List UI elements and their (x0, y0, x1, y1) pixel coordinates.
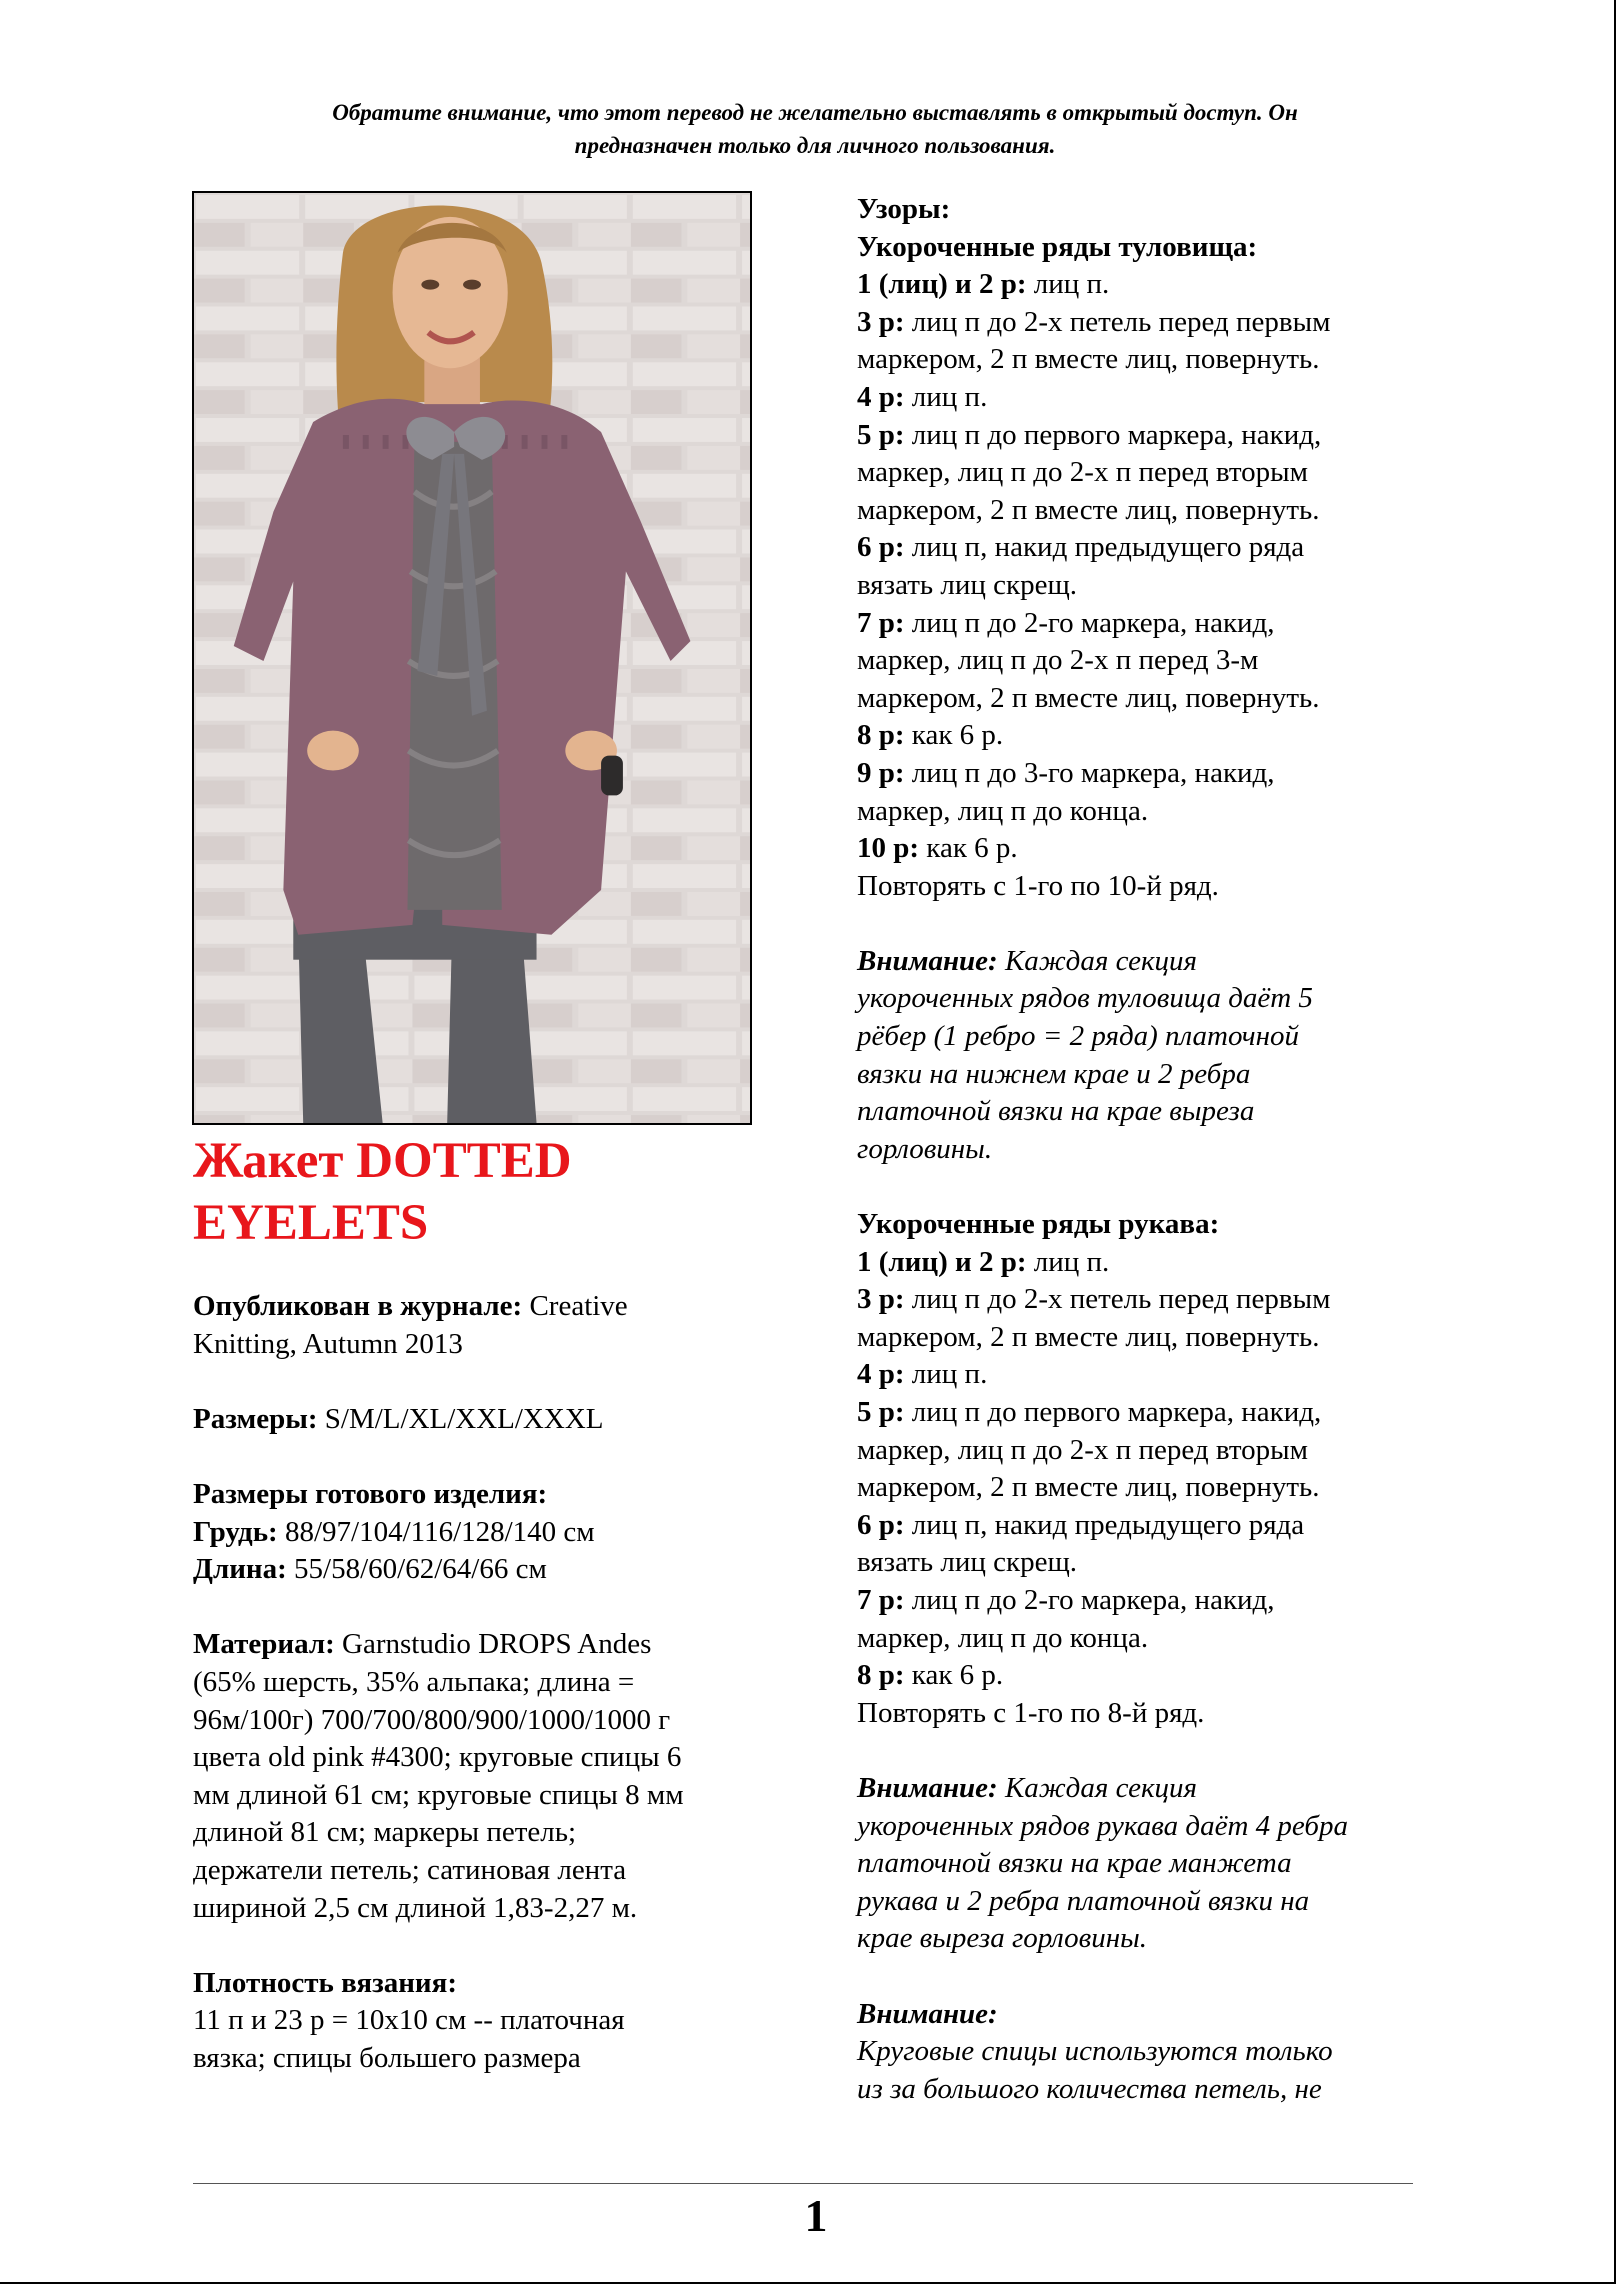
body-row-text: лиц п. (904, 380, 988, 413)
body-row-label: 10 р: (857, 832, 920, 865)
body-row (857, 529, 1457, 604)
chest-value: 88/97/104/116/128/140 см (277, 1515, 595, 1548)
sleeve-row-label: 3 р: (857, 1283, 905, 1316)
needles-note-text: Круговые спицы используются только из за большого количества петель, не (857, 2035, 1333, 2105)
body-row (857, 755, 1457, 830)
needles-note-label: Внимание: (857, 1997, 998, 2030)
sleeve-row-text: лиц п. (904, 1358, 988, 1391)
sleeve-row (857, 1244, 1457, 1282)
body-row-label: 3 р: (857, 305, 905, 338)
gauge-heading: Плотность вязания: (193, 1966, 457, 1999)
body-row-label: 7 р: (857, 606, 905, 639)
footer-rule (193, 2183, 1413, 2184)
length-label: Длина: (193, 1553, 287, 1586)
body-row-label: 4 р: (857, 380, 905, 413)
body-note (857, 943, 1457, 1169)
length-measure (193, 1551, 773, 1589)
sleeve-note (857, 1770, 1457, 1958)
page-number: 1 (804, 2190, 828, 2241)
sleeve-row-label: 8 р: (857, 1659, 905, 1692)
body-note-label: Внимание: (857, 944, 998, 977)
body-row (857, 605, 1457, 718)
sleeve-row-label: 1 (лиц) и 2 р: (857, 1245, 1027, 1278)
copyright-notice: Обратите внимание, что этот перевод не желательно выставлять в открытый доступ. Он предназначен только для личного пользования. (332, 100, 1298, 158)
body-row-label: 5 р: (857, 418, 905, 451)
body-row (857, 266, 1457, 304)
finished-heading: Размеры готового изделия: (193, 1477, 548, 1510)
sleeve-row-text: лиц п до первого маркера, накид, маркер, лиц п до 2-х п перед вторым маркером, 2 п вместе лиц, повернуть. (857, 1396, 1322, 1504)
chest-measure (193, 1514, 773, 1552)
body-short-rows-heading: Укороченные ряды туловища: (857, 230, 1258, 263)
body-row-text: лиц п до 3-го маркера, накид, маркер, лиц п до конца. (857, 756, 1275, 827)
body-row-label: 1 (лиц) и 2 р: (857, 268, 1027, 301)
right-column (857, 191, 1457, 2108)
body-row-label: 9 р: (857, 756, 905, 789)
body-note-text: Каждая секция укороченных рядов туловища даёт 5 рёбер (1 ребро = 2 ряда) платочной вязки на нижнем крае и 2 ребра платочной вязки на крае выреза горловины. (857, 944, 1313, 1165)
model-photo-illustration (194, 193, 750, 1123)
sleeve-row-text: лиц п. (1026, 1245, 1110, 1278)
sleeve-short-rows-heading: Укороченные ряды рукава: (857, 1208, 1220, 1241)
sizes-label: Размеры: (193, 1402, 318, 1435)
model-photo (192, 191, 752, 1125)
sleeve-note-text: Каждая секция укороченных рядов рукава даёт 4 ребра платочной вязки на крае манжета рукава и 2 ребра платочной вязки на крае выреза горловины. (857, 1771, 1348, 1955)
pattern-title: Жакет DOTTED EYELETS (193, 1133, 572, 1251)
body-row (857, 417, 1457, 530)
sleeve-row (857, 1657, 1457, 1695)
body-row-text: как 6 р. (904, 719, 1004, 752)
body-row-text: лиц п до 2-го маркера, накид, маркер, лиц п до 2-х п перед 3-м маркером, 2 п вместе лиц, повернуть. (857, 606, 1320, 714)
sleeve-row-label: 5 р: (857, 1396, 905, 1428)
sleeve-row-text: лиц п, накид предыдущего ряда вязать лиц скрещ. (857, 1508, 1305, 1579)
body-row-text: лиц п до первого маркера, накид, маркер, лиц п до 2-х п перед вторым маркером, 2 п вместе лиц, повернуть. (857, 418, 1322, 526)
patterns-heading: Узоры: (857, 193, 951, 225)
body-row-text: лиц п. (1026, 268, 1110, 301)
published-info (193, 1288, 773, 1363)
body-row-text: лиц п, накид предыдущего ряда вязать лиц скрещ. (857, 531, 1305, 601)
sleeve-row (857, 1507, 1457, 1582)
body-row-text: как 6 р. (919, 832, 1018, 865)
published-label: Опубликован в журнале: (193, 1290, 523, 1322)
body-repeat: Повторять с 1-го по 10-й ряд. (857, 869, 1219, 902)
body-rows-list (857, 266, 1457, 868)
material-label: Материал: (193, 1628, 335, 1661)
sleeve-row (857, 1394, 1457, 1507)
chest-label: Грудь: (193, 1515, 278, 1548)
sleeve-rows-list (857, 1244, 1457, 1695)
gauge-text: 11 п и 23 р = 10х10 см -- платочная вязка; спицы большего размера (193, 2004, 625, 2074)
sleeve-row (857, 1582, 1457, 1657)
sleeve-row-label: 7 р: (857, 1583, 905, 1616)
sizes-text: S/M/L/XL/XXL/XXXL (317, 1402, 604, 1435)
length-value: 55/58/60/62/64/66 см (286, 1553, 547, 1586)
material-text: Garnstudio DROPS Andes (65% шерсть, 35% альпака; длина = 96м/100г) 700/700/800/900/1000/1000 г цвета old pink #4300; круговые спицы 6 мм длиной 61 см; круговые спицы 8 мм длиной 81 см; маркеры петель; держатели петель; сатиновая лента шириной 2,5 см длиной 1,83-2,27 м. (193, 1628, 684, 1924)
body-row (857, 304, 1457, 379)
body-row-text: лиц п до 2-х петель перед первым маркером, 2 п вместе лиц, повернуть. (857, 305, 1331, 376)
sleeve-row-label: 6 р: (857, 1508, 905, 1541)
sleeve-row-text: лиц п до 2-х петель перед первым маркером, 2 п вместе лиц, повернуть. (857, 1283, 1331, 1353)
body-row (857, 379, 1457, 417)
sleeve-row (857, 1281, 1457, 1356)
body-row (857, 717, 1457, 755)
sleeve-row (857, 1356, 1457, 1394)
sleeve-row-text: лиц п до 2-го маркера, накид, маркер, лиц п до конца. (857, 1583, 1275, 1654)
body-row (857, 830, 1457, 868)
sleeve-note-label: Внимание: (857, 1771, 998, 1804)
sleeve-row-text: как 6 р. (904, 1659, 1004, 1692)
body-row-label: 6 р: (857, 531, 905, 564)
material-info (193, 1626, 773, 1927)
sleeve-row-label: 4 р: (857, 1358, 905, 1391)
left-column (193, 1288, 773, 2077)
body-row-label: 8 р: (857, 719, 905, 752)
sleeve-repeat: Повторять с 1-го по 8-й ряд. (857, 1696, 1205, 1729)
sizes-info (193, 1401, 773, 1439)
published-text: Creative Knitting, Autumn 2013 (193, 1290, 628, 1360)
